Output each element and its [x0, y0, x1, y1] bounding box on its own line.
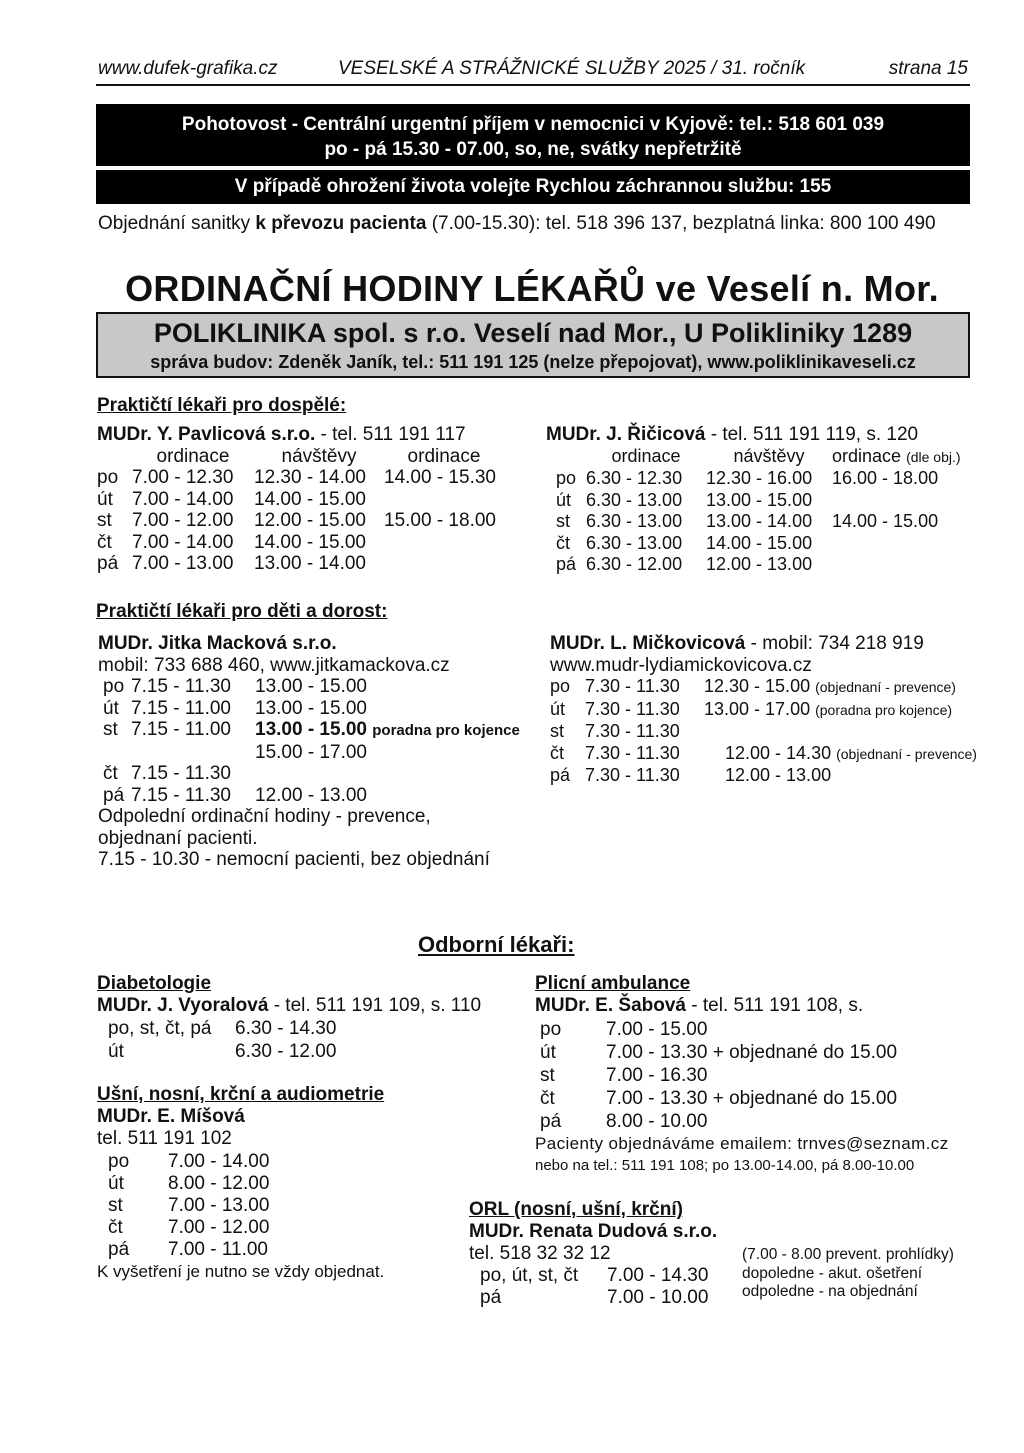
hours-table: [540, 1018, 897, 1133]
st-hours: 13.00 - 15.00: [255, 719, 367, 740]
table-row: po 7.15 - 11.30 13.00 - 15.00: [103, 676, 367, 697]
col-header: návštěvy: [281, 445, 357, 467]
table-row: út 6.30 - 13.00 13.00 - 15.00: [556, 489, 813, 510]
header-divider: [96, 84, 970, 86]
table-row: pá 7.00 - 13.00 13.00 - 14.00: [97, 553, 366, 574]
table-row: čt 7.00 - 14.00 14.00 - 15.00: [97, 531, 366, 553]
doctor-contact: tel. 511 191 102: [97, 1128, 232, 1149]
ambulance-pre: Objednání sanitky: [98, 213, 256, 234]
doctor-mickovicova: [550, 633, 977, 787]
doctor-name: MUDr. Renata Dudová s.r.o.: [469, 1220, 718, 1242]
col-header: ordinace: [407, 445, 481, 467]
table-row: st 7.00 - 12.00 12.00 - 15.00 15.00 - 18.00: [97, 510, 496, 531]
note: dopoledne - akut. ošetření: [742, 1264, 923, 1282]
note: K vyšetření je nutno se vždy objednat.: [97, 1262, 385, 1281]
table-row: st 6.30 - 13.00 13.00 - 14.00 14.00 - 15.00: [556, 511, 939, 531]
note: nebo na tel.: 511 191 108; po 13.00-14.00, pá 8.00-10.00: [535, 1156, 915, 1174]
doctor-name: MUDr. J. Vyoralová: [97, 994, 269, 1016]
table-row: pá 8.00 - 10.00: [540, 1111, 708, 1132]
table-row: po, út, st, čt 7.00 - 14.30: [480, 1265, 709, 1286]
col-header: ordinace: [611, 445, 681, 466]
table-row: čt 6.30 - 13.00 14.00 - 15.00: [556, 532, 813, 553]
col-header: návštěvy: [733, 445, 805, 466]
rescue-box: [96, 170, 970, 204]
doctor-mackova: [98, 633, 520, 871]
table-row: po 7.30 - 11.30 12.30 - 15.00 (objednaní - prevence): [550, 676, 956, 696]
page-title: ORDINAČNÍ HODINY LÉKAŘŮ ve Veselí n. Mor.: [125, 268, 939, 309]
table-row: st 7.15 - 11.00 13.00 - 15.00 poradna pro kojence: [103, 719, 520, 740]
table-row: po 6.30 - 12.30 12.30 - 16.00 16.00 - 18.00: [556, 468, 939, 488]
doctor-contact: - tel. 511 191 109, s. 110: [268, 994, 482, 1016]
table-row: pá 7.00 - 11.00: [108, 1239, 269, 1260]
section-heading: Diabetologie: [97, 973, 212, 994]
note: objednaní pacienti.: [98, 827, 258, 849]
table-row: čt 7.00 - 13.30 + objednané do 15.00: [540, 1088, 898, 1109]
table-row: 15.00 - 17.00: [255, 741, 367, 763]
doctor-name: MUDr. Jitka Macková s.r.o.: [98, 633, 337, 654]
table-row: čt 7.00 - 12.00: [108, 1217, 270, 1238]
orl-section: [469, 1199, 717, 1309]
table-row: po 7.00 - 15.00: [540, 1019, 708, 1040]
section-heading: Ušní, nosní, krční a audiometrie: [97, 1084, 385, 1105]
specialists-heading: Odborní lékaři:: [418, 932, 575, 957]
doctor-ricicova: [546, 424, 961, 576]
adults-heading: Praktičtí lékaři pro dospělé:: [97, 395, 347, 416]
section-heading: Plicní ambulance: [535, 973, 691, 994]
doctor-contact: tel. 518 32 32 12: [469, 1243, 611, 1264]
rescue-line: V případě ohrožení života volejte Rychlou záchrannou službu: 155: [234, 176, 832, 197]
children-heading: Praktičtí lékaři pro děti a dorost:: [96, 601, 388, 622]
polyclinic-name: POLIKLINIKA spol. s r.o. Veselí nad Mor., U Polikliniky 1289: [153, 318, 913, 348]
doctor-contact: - tel. 511 191 119, s. 120: [705, 424, 919, 445]
table-row: po 7.00 - 14.00: [108, 1151, 270, 1172]
table-row: út 7.00 - 14.00 14.00 - 15.00: [97, 488, 366, 510]
doctor-name: MUDr. E. Šabová: [535, 994, 686, 1016]
hours-table: [103, 676, 520, 806]
table-row: út 6.30 - 12.00: [108, 1041, 337, 1062]
col-header: ordinace: [156, 445, 230, 467]
doctor-name: MUDr. Y. Pavlicová s.r.o.: [97, 424, 316, 445]
hours-table: [480, 1265, 708, 1309]
table-row: pá 7.00 - 10.00: [480, 1287, 709, 1308]
doctor-name: MUDr. E. Míšová: [97, 1105, 245, 1127]
table-row: út 8.00 - 12.00: [108, 1173, 270, 1194]
hours-table: [97, 446, 504, 575]
table-row: st 7.30 - 11.30: [550, 721, 680, 741]
emergency-line-1: Pohotovost - Centrální urgentní příjem v nemocnici v Kyjově: tel.: 518 601 039: [181, 114, 885, 135]
emergency-line-2: po - pá 15.30 - 07.00, so, ne, svátky nepřetržitě: [324, 139, 742, 160]
hours-table: [108, 1017, 336, 1063]
st-note: poradna pro kojence: [372, 722, 520, 739]
ambulance-post: (7.00-15.30): tel. 518 396 137, bezplatná linka: 800 100 490: [426, 213, 936, 234]
note: odpoledne - na objednání: [742, 1283, 918, 1300]
polyclinic-admin: správa budov: Zdeněk Janík, tel.: 511 191 125 (nelze přepojovat), www.poliklinikaveseli.cz: [150, 352, 916, 372]
table-row: st 7.00 - 13.00: [108, 1195, 270, 1216]
doctor-pavlicova: [97, 424, 504, 575]
table-row: út 7.00 - 13.30 + objednané do 15.00: [540, 1042, 898, 1063]
polyclinic-box: [96, 312, 970, 378]
table-row: út 7.30 - 11.30 13.00 - 17.00 (poradna pro kojence): [550, 698, 953, 719]
doctor-name: MUDr. L. Mičkovicová: [550, 633, 746, 654]
doctor-name: MUDr. J. Řičicová: [546, 424, 706, 445]
doctor-web: www.mudr-lydiamickovicova.cz: [550, 654, 812, 676]
orl-notes: [742, 1246, 954, 1302]
header-publication: VESELSKÉ A STRÁŽNICKÉ SLUŽBY 2025 / 31. ročník: [338, 58, 806, 79]
pulmonary-section: [535, 973, 949, 1176]
ambulance-bold: k převozu pacienta: [255, 213, 427, 234]
hours-table: [550, 676, 977, 787]
note: Odpolední ordinační hodiny - prevence,: [98, 806, 431, 827]
col-header: ordinace: [832, 445, 902, 466]
table-row: čt 7.15 - 11.30: [103, 763, 232, 784]
table-row: út 7.15 - 11.00 13.00 - 15.00: [103, 697, 367, 719]
table-row: st 7.00 - 16.30: [540, 1065, 708, 1086]
header-page-number: strana 15: [888, 58, 968, 79]
note: Pacienty objednáváme emailem: trnves@seznam.cz: [535, 1134, 949, 1153]
table-row: čt 7.30 - 11.30 12.00 - 14.30 (objednaní - prevence): [550, 742, 977, 763]
table-row: pá 6.30 - 12.00 12.00 - 13.00: [556, 554, 813, 574]
table-row: po 7.00 - 12.30 12.30 - 14.00 14.00 - 15.30: [97, 467, 496, 488]
table-row: pá 7.30 - 11.30 12.00 - 13.00: [550, 765, 832, 785]
note: 7.15 - 10.30 - nemocní pacienti, bez objednání: [98, 849, 490, 870]
table-row: pá 7.15 - 11.30 12.00 - 13.00: [103, 784, 367, 806]
hours-table: [108, 1151, 269, 1261]
hours-table: [556, 446, 961, 576]
table-row: po, st, čt, pá 6.30 - 14.30: [108, 1018, 337, 1039]
note: (7.00 - 8.00 prevent. prohlídky): [742, 1246, 954, 1263]
doctor-contact: - mobil: 734 218 919: [745, 633, 924, 654]
emergency-box: [96, 104, 970, 166]
doctor-contact: - tel. 511 191 117: [315, 424, 466, 445]
doctor-contact: - tel. 511 191 108, s.: [686, 994, 864, 1016]
doctor-contact: mobil: 733 688 460, www.jitkamackova.cz: [98, 654, 450, 676]
ambulance-order: [98, 213, 936, 235]
section-heading: ORL (nosní, ušní, krční): [469, 1199, 683, 1220]
diabetology-section: [97, 973, 481, 1063]
ent-audiometry-section: [97, 1084, 384, 1283]
col-note: (dle obj.): [906, 448, 961, 465]
header-site: www.dufek-grafika.cz: [98, 58, 278, 79]
